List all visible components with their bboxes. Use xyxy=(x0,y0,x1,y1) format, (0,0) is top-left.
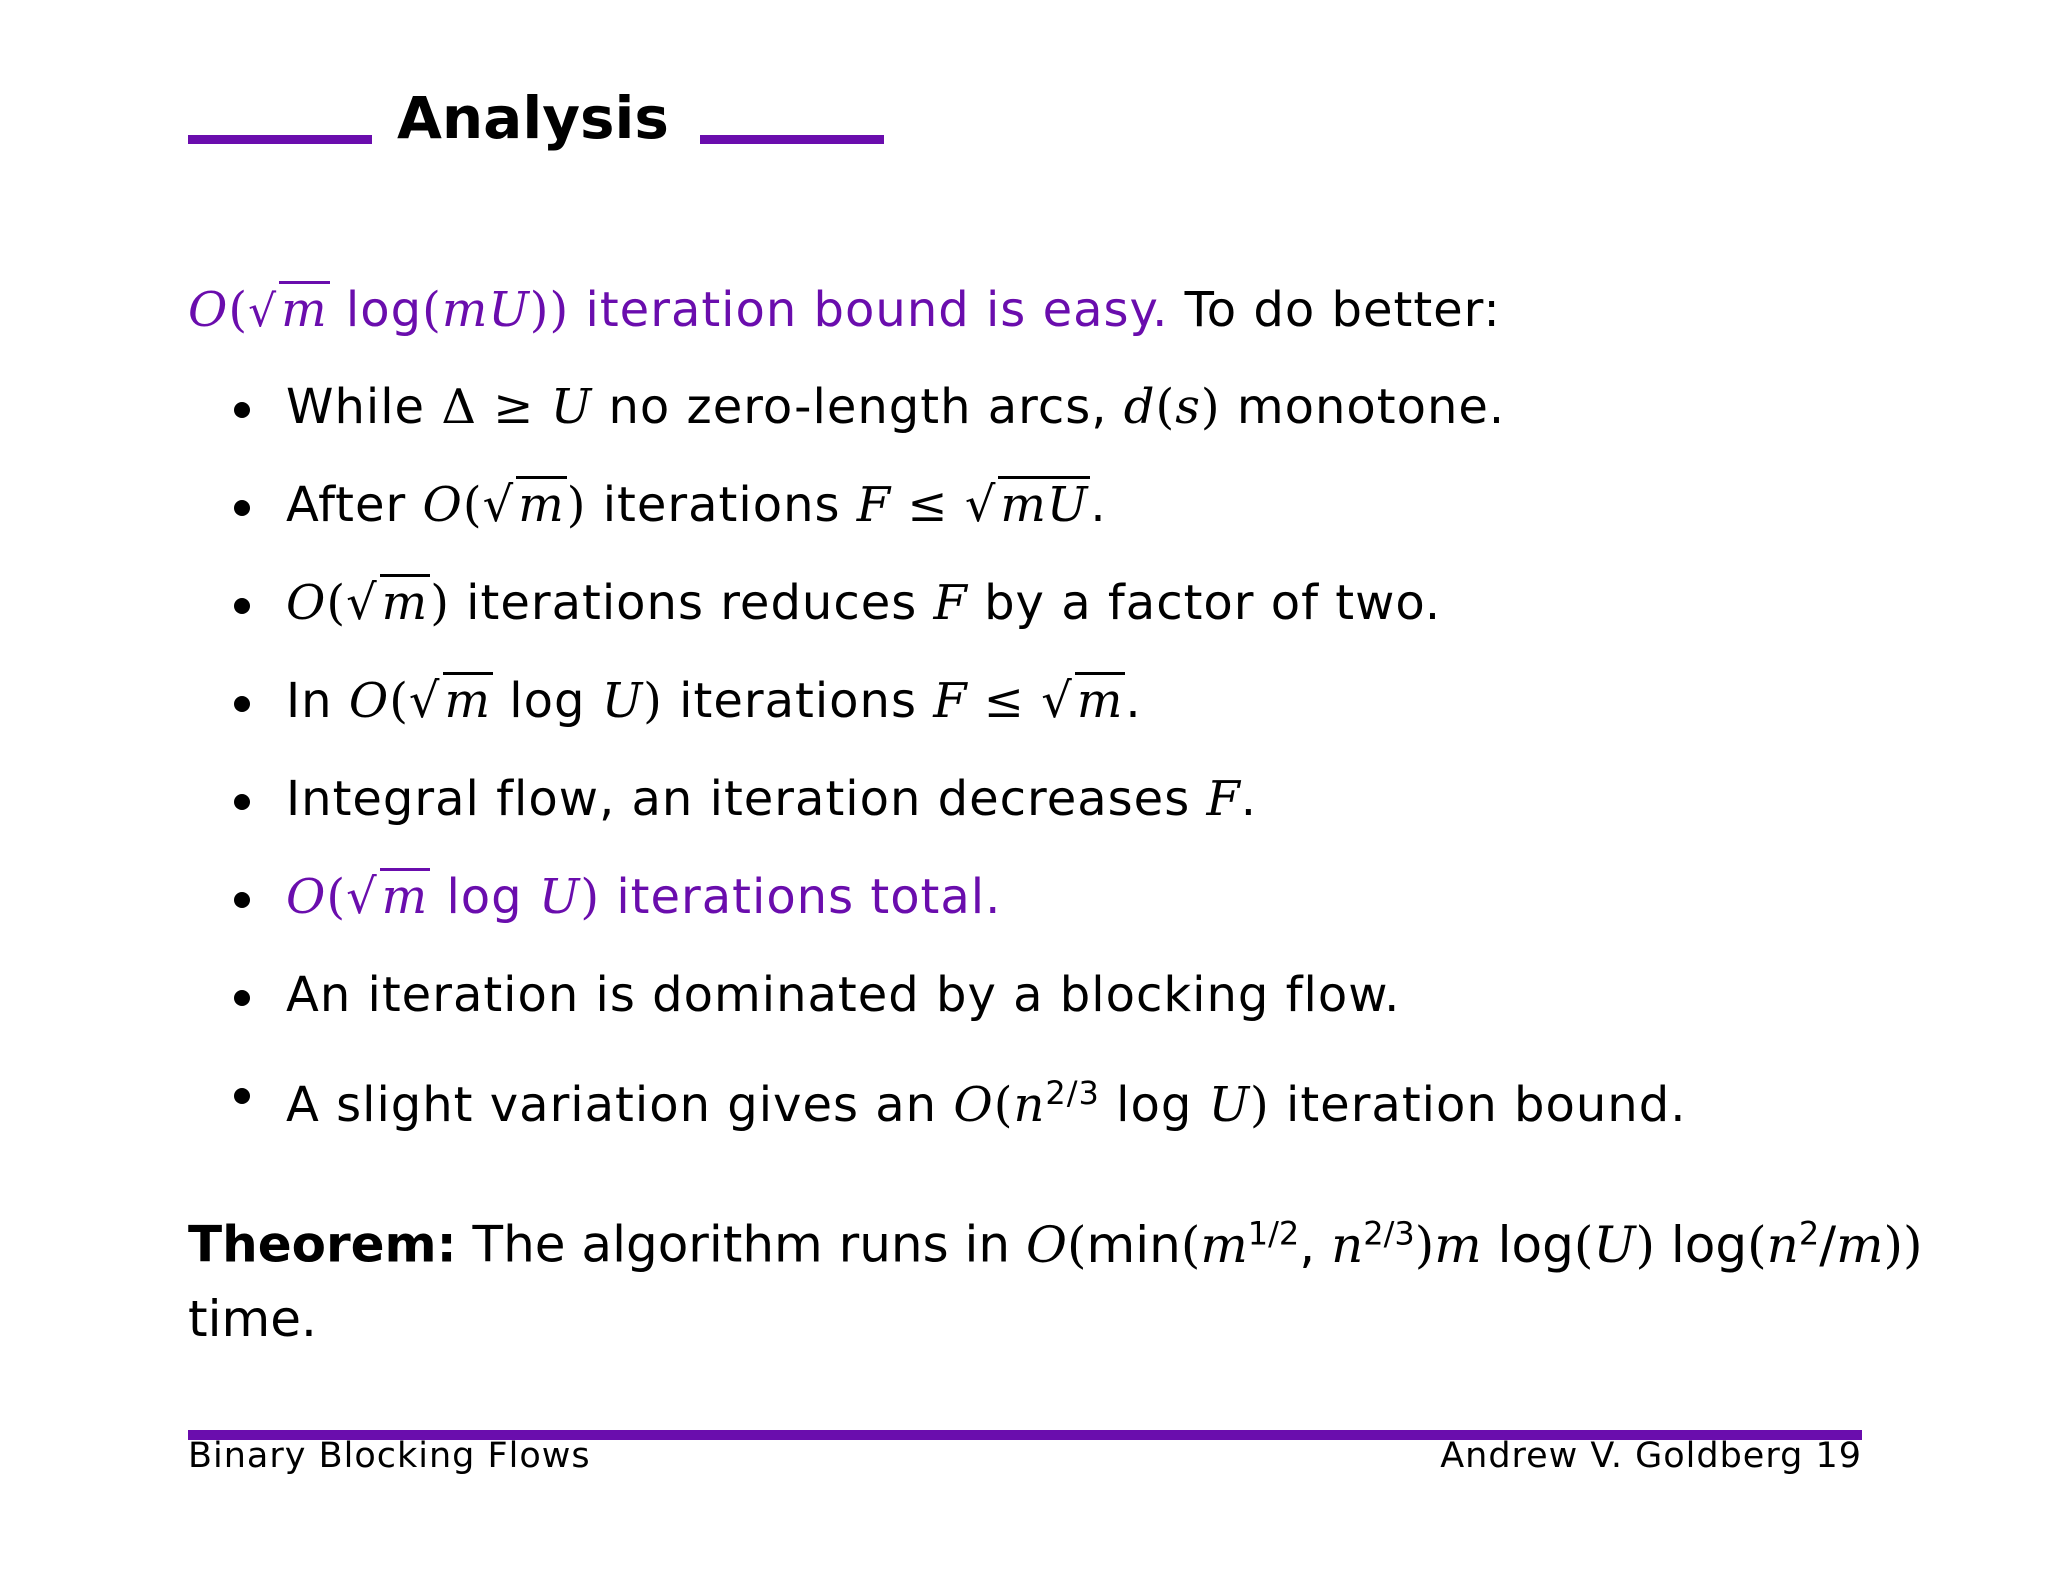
bullet-icon xyxy=(234,500,250,516)
math-expr: O(√m log U) xyxy=(348,673,663,729)
math-expr: F ≤ √mU xyxy=(856,477,1089,533)
math-expr: O(√m) xyxy=(286,575,450,631)
list-item: An iteration is dominated by a blocking flow. xyxy=(230,964,1686,1062)
footer-author-page: Andrew V. Goldberg 19 xyxy=(1440,1436,1862,1476)
theorem-text-end: time. xyxy=(188,1289,317,1348)
bullet-icon xyxy=(234,1088,250,1104)
title-rule-left xyxy=(188,135,372,144)
intro-rest: To do better: xyxy=(1184,282,1501,338)
math-expr: Δ ≥ U xyxy=(441,379,593,435)
bullet-list xyxy=(230,376,1686,1160)
list-item: A slight variation gives an $O(n^{2/3}$ log U) iteration bound. xyxy=(230,1062,1686,1160)
math-expr: d xyxy=(1123,379,1156,435)
title-rule-right xyxy=(700,135,884,144)
math-expr: $O(n^{2/3}$ log U) xyxy=(953,1074,1270,1133)
theorem-expr: $O(\min(m^{1/2}$, $n^{2/3})m$ log(U) $\log(n^2/m)$) xyxy=(1026,1214,1923,1274)
list-item: In O(√m log U) iterations F ≤ √m. xyxy=(230,670,1686,768)
slide-title: Analysis xyxy=(397,84,669,152)
intro-line xyxy=(188,281,1501,338)
bullet-icon xyxy=(234,696,250,712)
list-item: O(√m) iterations reduces F by a factor of two. xyxy=(230,572,1686,670)
bullet-icon xyxy=(234,892,250,908)
footer-title: Binary Blocking Flows xyxy=(188,1436,591,1476)
bullet-icon xyxy=(234,794,250,810)
math-expr: F ≤ √m xyxy=(933,673,1124,729)
theorem-label: Theorem: xyxy=(188,1215,457,1274)
bullet-icon xyxy=(234,990,250,1006)
list-item: O(√m log U) iterations total. xyxy=(230,866,1686,964)
math-expr: O(√m) xyxy=(422,477,587,533)
list-item: After O(√m) iterations F ≤ √mU. xyxy=(230,474,1686,572)
theorem-text: The algorithm runs in xyxy=(472,1215,1011,1274)
theorem xyxy=(188,1196,1923,1356)
bullet-icon xyxy=(234,598,250,614)
bullet-icon xyxy=(234,402,250,418)
math-expr: O(√m log U) xyxy=(286,869,601,925)
list-item: Integral flow, an iteration decreases F. xyxy=(230,768,1686,866)
intro-bound: O(√m log(mU)) iteration bound is easy. xyxy=(188,282,1169,338)
intro-bound-text: iteration bound is easy. xyxy=(585,282,1169,338)
list-item: While Δ ≥ U no zero-length arcs, d(s) monotone. xyxy=(230,376,1686,474)
